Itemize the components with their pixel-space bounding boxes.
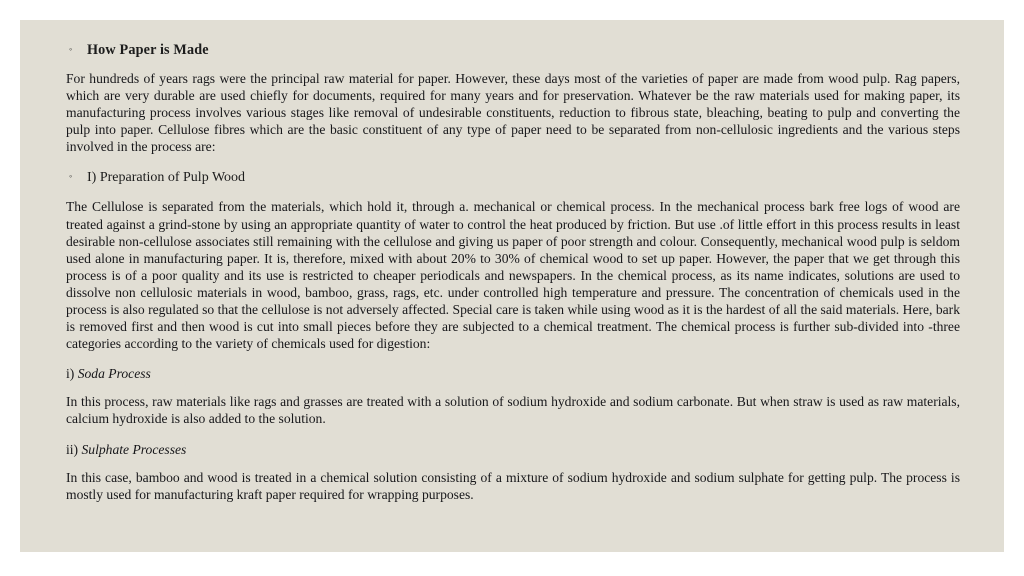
subsection-heading-sulphate-processes (66, 441, 960, 458)
subsection-title: Sulphate Processes (81, 441, 187, 457)
bullet-icon: ◦ (69, 44, 73, 54)
section-heading-label: I) Preparation of Pulp Wood (87, 170, 246, 186)
subsection-heading-soda-process (66, 365, 960, 382)
subsection-number: ii) (66, 441, 82, 457)
intro-paragraph: For hundreds of years rags were the principal raw material for paper. However, these days most of the varieties of paper are made from wood pulp. Rag papers, which are very durable are used chiefly for documents, required for many years and for preservation. Whatever be the raw materials used for making paper, its manufacturing process involves various stages like removal of undesirable constituents, reduction to fibrous state, bleaching, beating to pulp and converting the pulp into paper. Cellulose fibres which are the basic constituent of any type of paper need to be separated from non-cellulosic ingredients and the various steps involved in the process are: (66, 71, 960, 155)
subsection-paragraph-sulphate-processes: In this case, bamboo and wood is treated in a chemical solution consisting of a mixture of sodium hydroxide and sodium sulphate for getting pulp. The process is mostly used for manufacturing kraft paper required for wrapping purposes. (66, 469, 960, 502)
section-paragraph: The Cellulose is separated from the materials, which hold it, through a. mechanical or chemical process. In the mechanical process bark free logs of wood are treated against a grind-stone by using an appropriate quantity of water to control the heat produced by friction. But use .of little effort in this process results in least desirable non-cellulose associates still remaining with the cellulose and giving us paper of poor strength and colour. Consequently, mechanical wood pulp is seldom used alone in manufacturing paper. It is, therefore, mixed with about 20% to 30% of chemical wood to set up paper. However, the paper that we get through this process is of a poor quality and its use is restricted to cheaper periodicals and newspapers. In the chemical process, as its name indicates, solutions are used to dissolve non cellulosic materials in wood, bamboo, grass, rags, etc. under controlled high temperature and pressure. The concentration of chemicals used in the process is also regulated so that the cellulose is not adversely affected. Special care is taken while using wood as it is the hardest of all the said materials. Here, bark is removed first and then wood is cut into small pieces before they are subjected to a chemical treatment. The chemical process is further sub-divided into -three categories according to the variety of chemicals used for digestion: (66, 199, 960, 352)
page-title-label: How Paper is Made (87, 42, 209, 58)
subsection-title: Soda Process (77, 366, 151, 382)
section-heading-pulp-wood (66, 168, 960, 186)
bullet-icon: ◦ (69, 171, 73, 182)
slide-canvas (20, 20, 1004, 552)
document-content (66, 41, 960, 515)
page-title (66, 41, 960, 59)
subsection-number: i) (66, 366, 78, 382)
subsection-paragraph-soda-process: In this process, raw materials like rags and grasses are treated with a solution of sodium hydroxide and sodium carbonate. But when straw is used as raw materials, calcium hydroxide is also added to the solution. (66, 394, 960, 427)
